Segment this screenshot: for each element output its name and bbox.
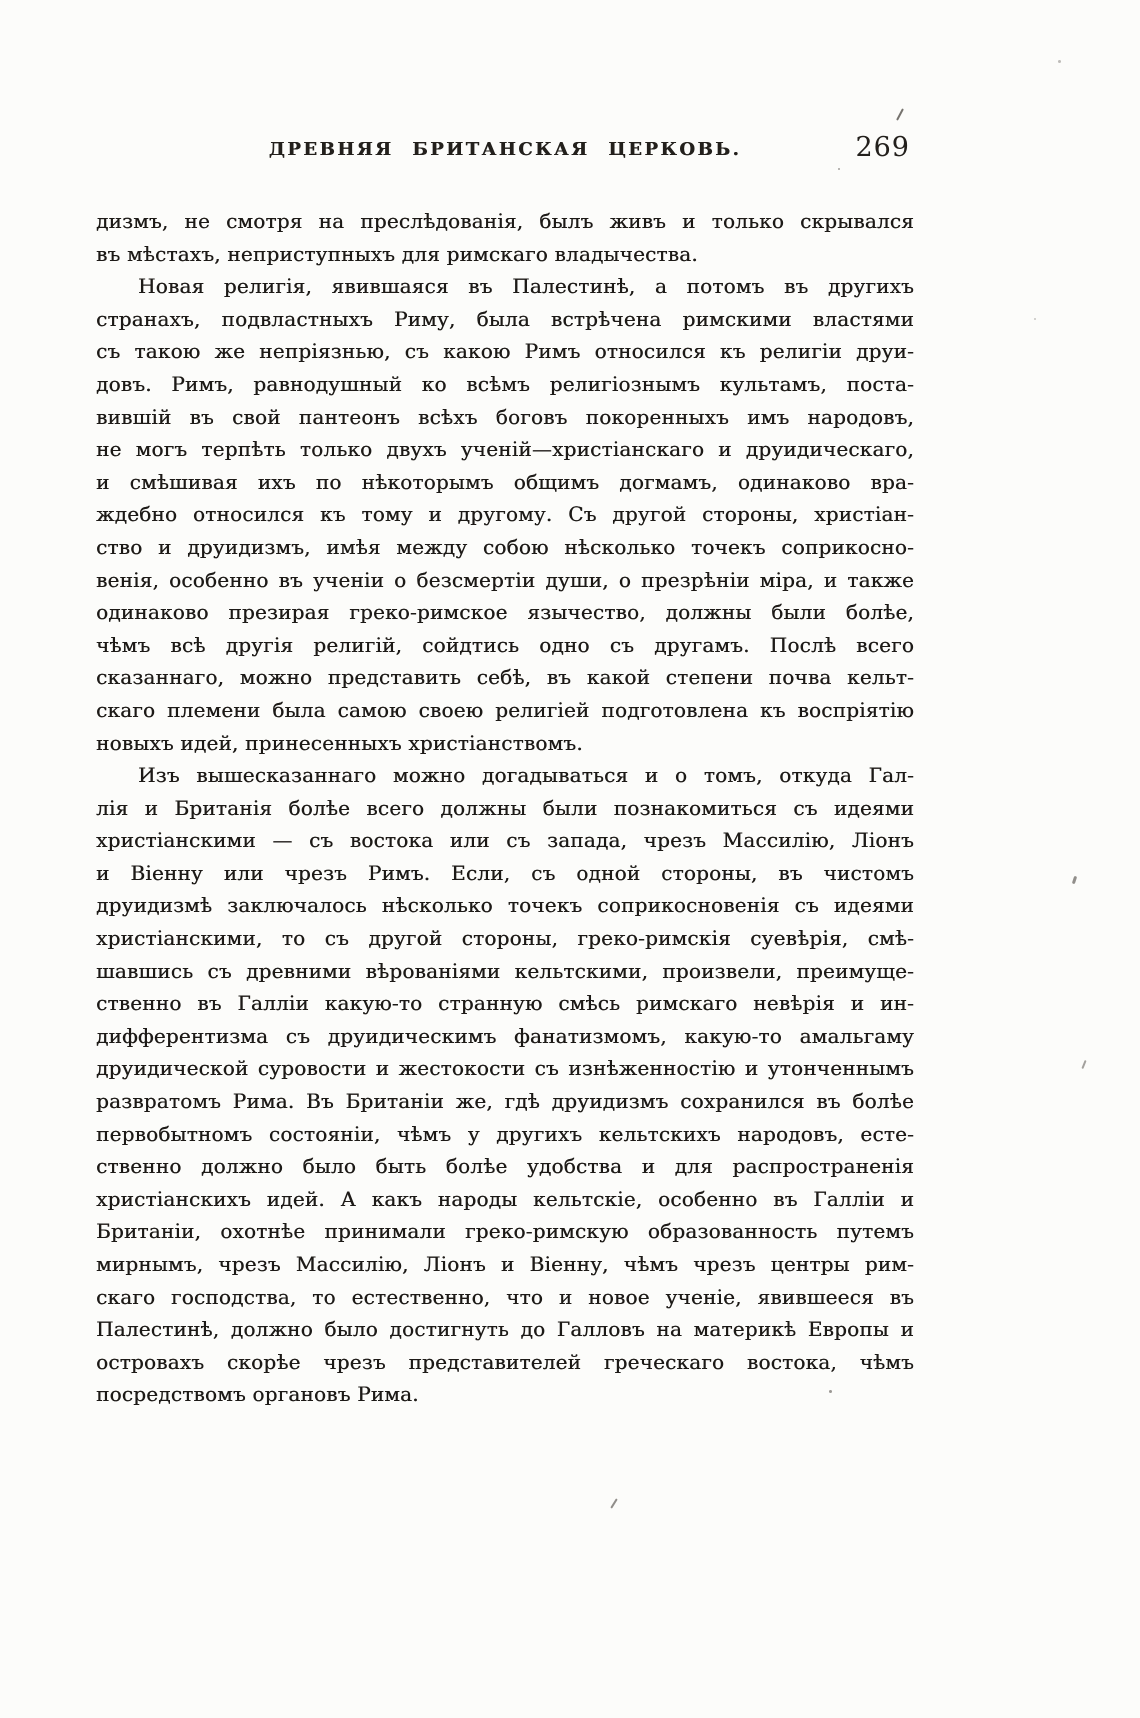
text-line: скаго племени была самою своею религіей подготовлена къ воспріятію <box>96 697 914 722</box>
text-line: лія и Британія болѣе всего должны были познакомиться съ идеями <box>96 795 914 820</box>
text-line: мирнымъ, чрезъ Массилію, Ліонъ и Віенну, чѣмъ чрезъ центры рим- <box>96 1252 914 1276</box>
running-title: ДРЕВНЯЯ БРИТАНСКАЯ ЦЕРКОВЬ. <box>268 139 742 160</box>
text-line: ственно должно было быть болѣе удобства и для распространенія <box>96 1154 914 1179</box>
text-line: не могъ терпѣть только двухъ ученій—христіанскаго и друидическаго, <box>96 437 914 462</box>
page-header <box>96 132 914 205</box>
text-line: и смѣшивая ихъ по нѣкоторымъ общимъ догмамъ, одинаково вра- <box>96 469 914 494</box>
text-line: Новая религія, явившаяся въ Палестинѣ, а потомъ въ другихъ <box>138 274 914 299</box>
text-line: Палестинѣ, должно было достигнуть до Галловъ на материкѣ Европы и <box>96 1317 914 1342</box>
text-line: странахъ, подвластныхъ Риму, была встрѣчена римскими властями <box>96 306 914 331</box>
text-line: дизмъ, не смотря на преслѣдованія, былъ живъ и только скрывался <box>96 209 914 233</box>
text-block <box>96 132 914 1407</box>
paragraph <box>96 759 914 1411</box>
text-line: христіанскими, то съ другой стороны, греко-римскія суевѣрія, смѣ- <box>96 926 914 951</box>
text-line: друидизмѣ заключалось нѣсколько точекъ соприкосновенія съ идеями <box>96 893 914 918</box>
page-number: 269 <box>855 132 910 163</box>
text-line: скаго господства, то естественно, что и новое ученіе, явившееся въ <box>96 1284 914 1309</box>
text-line: шавшись съ древними вѣрованіями кельтскими, произвели, преимуще- <box>96 958 914 983</box>
text-line: посредствомъ органовъ Рима. <box>96 1382 419 1407</box>
text-line: и Віенну или чрезъ Римъ. Если, съ одной стороны, въ чистомъ <box>96 860 914 885</box>
scan-speck <box>1058 60 1061 63</box>
text-line: развратомъ Рима. Въ Британіи же, гдѣ друидизмъ сохранился въ болѣе <box>96 1089 914 1114</box>
text-line: первобытномъ состояніи, чѣмъ у другихъ кельтскихъ народовъ, есте- <box>96 1121 914 1146</box>
scan-speck <box>610 1498 618 1508</box>
text-line: ственно въ Галліи какую-то странную смѣсь римскаго невѣрія и ин- <box>96 991 914 1016</box>
text-line: чѣмъ всѣ другія религій, сойдтись одно съ другамъ. Послѣ всего <box>96 632 914 657</box>
text-line: христіанскихъ идей. А какъ народы кельтскіе, особенно въ Галліи и <box>96 1186 914 1211</box>
page-body <box>96 205 914 1411</box>
scan-speck <box>1034 318 1036 320</box>
text-line: ство и друидизмъ, имѣя между собою нѣсколько точекъ соприкосно- <box>96 534 914 559</box>
text-line: довъ. Римъ, равнодушный ко всѣмъ религіознымъ культамъ, поста- <box>96 371 914 396</box>
scan-speck <box>829 1390 832 1393</box>
paragraph <box>96 270 914 759</box>
text-line: христіанскими — съ востока или съ запада, чрезъ Массилію, Ліонъ <box>96 828 914 853</box>
text-line: Британіи, охотнѣе принимали греко-римскую образованность путемъ <box>96 1219 914 1244</box>
scan-speck <box>896 108 904 120</box>
text-line: новыхъ идей, принесенныхъ христіанствомъ. <box>96 730 583 755</box>
text-line: вившій въ свой пантеонъ всѣхъ боговъ покоренныхъ имъ народовъ, <box>96 404 914 429</box>
text-line: венія, особенно въ ученіи о безсмертіи души, о презрѣніи міра, и также <box>96 567 914 592</box>
text-line: сказаннаго, можно представить себѣ, въ какой степени почва кельт- <box>96 665 914 690</box>
text-line: островахъ скорѣе чрезъ представителей греческаго востока, чѣмъ <box>96 1349 914 1374</box>
text-line: одинаково презирая греко-римское язычество, должны были болѣе, <box>96 600 914 625</box>
text-line: Изъ вышесказаннаго можно догадываться и о томъ, откуда Гал- <box>138 763 914 788</box>
text-line: дифферентизма съ друидическимъ фанатизмомъ, какую-то амальгаму <box>96 1023 914 1048</box>
text-line: друидической суровости и жестокости съ изнѣженностію и утонченнымъ <box>96 1056 914 1081</box>
text-line: съ такою же непріязнью, съ какою Римъ относился къ религіи друи- <box>96 339 914 364</box>
scan-speck <box>1072 876 1077 885</box>
scan-speck <box>1081 1060 1086 1069</box>
scan-speck <box>838 168 840 170</box>
text-line: ждебно относился къ тому и другому. Съ другой стороны, христіан- <box>96 502 914 527</box>
text-line: въ мѣстахъ, неприступныхъ для римскаго владычества. <box>96 241 698 266</box>
paragraph <box>96 205 914 270</box>
